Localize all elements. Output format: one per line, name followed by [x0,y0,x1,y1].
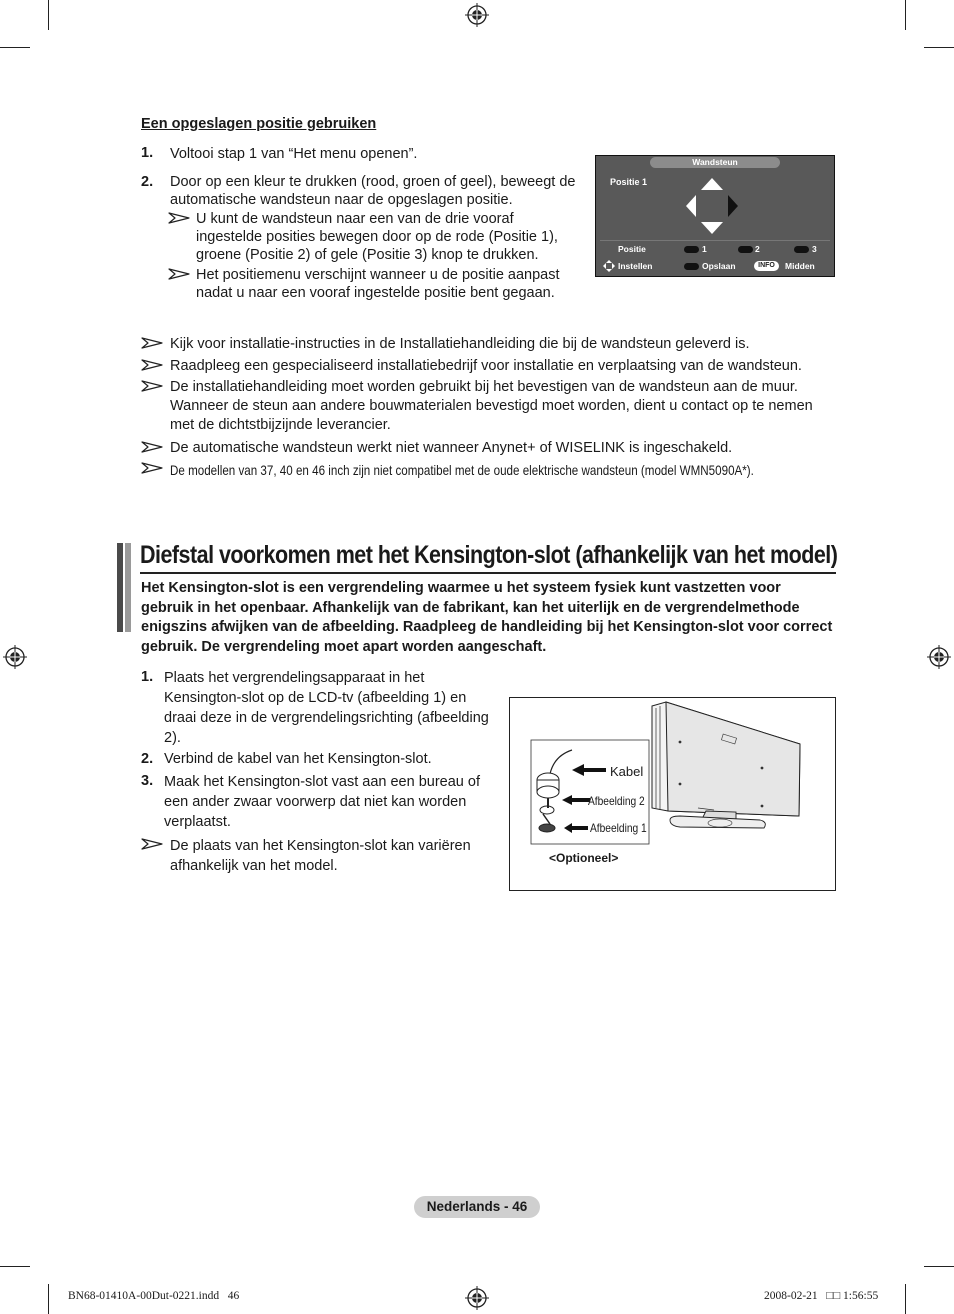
optional-label: <Optioneel> [549,851,619,865]
osd-title: Wandsteun [692,157,738,167]
step-number: 1. [141,669,154,685]
info-button-icon: INFO [754,261,779,271]
osd-move-label: Instellen [618,261,653,271]
note-arrow-icon [141,337,163,349]
note-arrow-icon [141,359,163,371]
crop-mark [924,47,954,48]
step-number: 2. [141,751,154,767]
note-arrow-icon [141,838,163,850]
print-file-info: BN68-01410A-00Dut-0221.indd 46 [68,1290,240,1302]
note-text: De automatische wandsteun werkt niet wanneer Anynet+ of WISELINK is ingeschakeld. [170,440,733,456]
note-arrow-icon [141,462,163,474]
osd-center-label: Midden [785,261,815,271]
enter-button-icon [684,263,699,270]
note-text: De installatiehandleiding moet worden gebruikt bij het bevestigen van de wandsteun aan de muur. Wanneer de steun aan andere bouwmaterialen bevestigd moet worden, dient u contact op te nemen met de dichtstbijzijnde leverancier. [170,379,813,433]
note-arrow-icon [168,268,190,280]
crop-mark [0,1266,30,1267]
section-side-bar [117,543,123,632]
osd-menu-screen [595,155,835,277]
note-arrow-icon [168,212,190,224]
step-number: 1. [141,145,154,161]
osd-preset-value: 1 [702,244,707,254]
page-number-badge: Nederlands - 46 [414,1196,540,1218]
osd-title-bar [650,157,780,168]
subsection-title: Een opgeslagen positie gebruiken [141,116,377,132]
osd-direction-pad-icon [682,176,742,236]
crop-mark [905,1284,906,1314]
section-underline [140,572,836,574]
registration-mark-icon [927,645,951,669]
step-text: Verbind de kabel van het Kensington-slot. [164,751,432,767]
note-text: Raadpleeg een gespecialiseerd installatiebedrijf voor installatie en verplaatsing van de wandsteun. [170,358,802,374]
section-intro: Het Kensington-slot is een vergrendeling waarmee u het systeem fysiek kunt vastzetten voor gebruik in het openbaar. Afhankelijk van de fabrikant, kan het uiterlijk en de vergrendelmethode enigszins afwijken van de afbeelding. Raadpleeg de handleiding bij het Kensington-slot voor correct gebruik. De vergrendeling moet apart worden aangeschaft. [141,580,833,655]
registration-mark-icon [3,645,27,669]
red-button-icon [684,246,699,253]
print-timestamp: 2008-02-21 □□ 1:56:55 [764,1290,879,1302]
crop-mark [48,0,49,30]
move-arrows-icon [603,260,615,272]
figure-2-label: Afbeelding 2 [588,794,645,808]
osd-position-label: Positie 1 [610,177,648,187]
step-text: Door op een kleur te drukken (rood, groen of geel), beweegt de automatische wandsteun naar de opgeslagen positie. [170,174,576,208]
registration-mark-icon [465,1286,489,1310]
osd-preset-value: 2 [755,244,760,254]
crop-mark [905,0,906,30]
osd-save-label: Opslaan [702,261,736,271]
note-text: De plaats van het Kensington-slot kan variëren afhankelijk van het model. [170,838,471,874]
step-number: 2. [141,174,154,190]
note-arrow-icon [141,441,163,453]
step-number: 3. [141,773,154,789]
kensington-figure [509,697,836,891]
note-text: Het positiemenu verschijnt wanneer u de positie aanpast nadat u naar een vooraf ingestelde positie bent gegaan. [196,267,560,301]
note-arrow-icon [141,380,163,392]
figure-1-label: Afbeelding 1 [590,821,647,835]
registration-mark-icon [465,3,489,27]
step-text: Maak het Kensington-slot vast aan een bureau of een ander zwaar voorwerp dat niet kan worden verplaatst. [164,774,480,830]
note-text: Kijk voor installatie-instructies in de Installatiehandleiding die bij de wandsteun geleverd is. [170,336,750,352]
crop-mark [0,47,30,48]
yellow-button-icon [794,246,809,253]
section-side-bar [125,543,131,632]
note-text: De modellen van 37, 40 en 46 inch zijn niet compatibel met de oude elektrische wandsteun (model WMN5090A*). [170,462,754,478]
osd-row-label: Positie [618,244,646,254]
osd-divider [600,240,830,241]
green-button-icon [738,246,753,253]
note-text: U kunt de wandsteun naar een van de drie vooraf ingestelde posities bewegen door op de rode (Positie 1), groene (Positie 2) of gele (Positie 3) knop te drukken. [196,211,558,263]
osd-preset-value: 3 [812,244,817,254]
section-title: Diefstal voorkomen met het Kensington-slot (afhankelijk van het model) [140,541,838,569]
step-text: Voltooi stap 1 van “Het menu openen”. [170,146,418,162]
crop-mark [924,1266,954,1267]
step-text: Plaats het vergrendelingsapparaat in het Kensington-slot op de LCD-tv (afbeelding 1) en draai deze in de vergrendelingsrichting (afbeelding 2). [164,670,489,746]
crop-mark [48,1284,49,1314]
cable-label: Kabel [610,764,644,779]
